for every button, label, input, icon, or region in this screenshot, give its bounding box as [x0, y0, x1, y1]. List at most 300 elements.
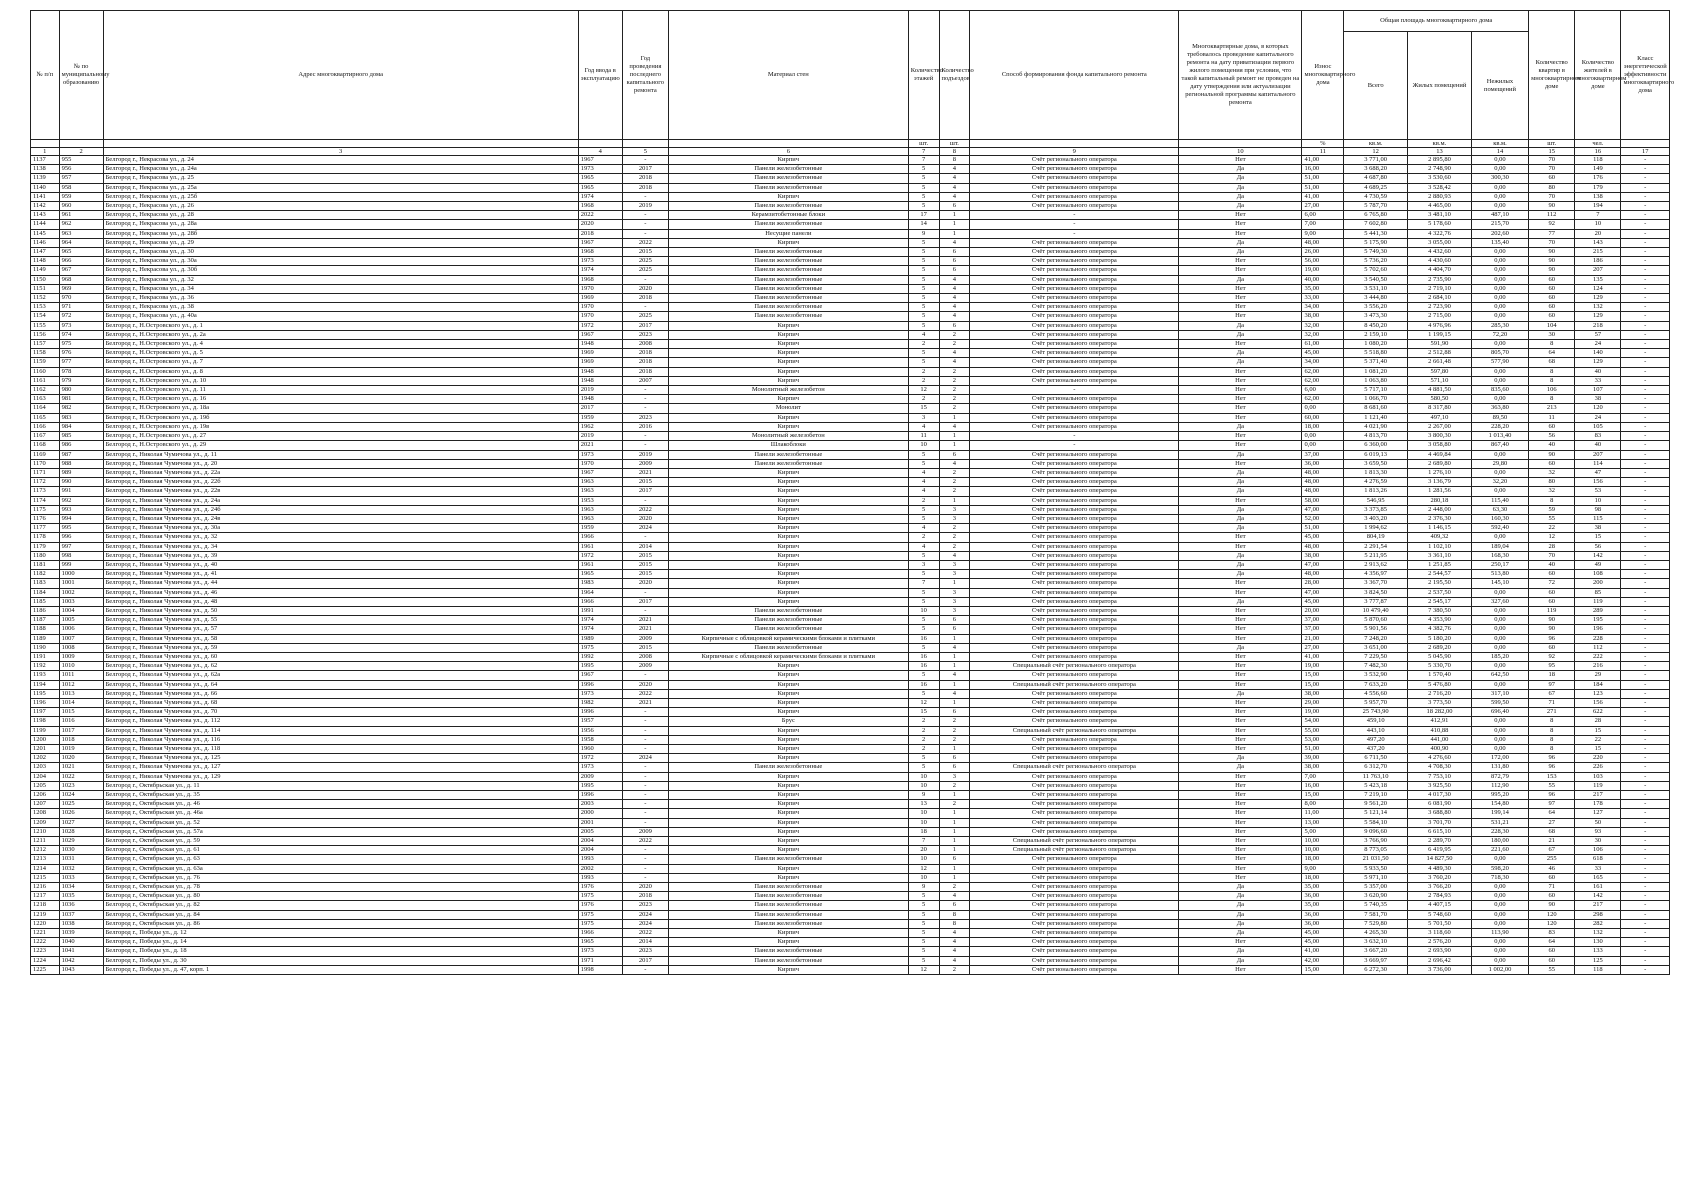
cell-area-nonliving: 0,00 — [1471, 257, 1528, 266]
table-row — [31, 266, 1670, 275]
cell-num: 1213 — [31, 855, 60, 864]
cell-wall-material: Панели железобетонные — [668, 763, 908, 772]
cell-area-total: 5 371,40 — [1344, 358, 1408, 367]
cell-year: 1960 — [578, 745, 622, 754]
cell-num: 1180 — [31, 551, 60, 560]
cell-wear: 13,00 — [1302, 818, 1344, 827]
cell-area-total: 5 702,60 — [1344, 266, 1408, 275]
cell-area-nonliving: 0,00 — [1471, 165, 1528, 174]
cell-entrances: 1 — [939, 827, 970, 836]
cell-munnum: 991 — [59, 487, 103, 496]
cell-wear: 48,00 — [1302, 570, 1344, 579]
cell-address: Белгород г., Некрасова ул., д. 25 — [103, 174, 578, 183]
cell-area-total: 8 450,20 — [1344, 321, 1408, 330]
cell-address: Белгород г., Победы ул., д. 18 — [103, 947, 578, 956]
table-row — [31, 156, 1670, 165]
cell-wear: 36,00 — [1302, 910, 1344, 919]
cell-munnum: 961 — [59, 211, 103, 220]
cell-wear: 60,00 — [1302, 413, 1344, 422]
cell-flats: 22 — [1529, 524, 1575, 533]
table-row — [31, 321, 1670, 330]
cell-fund-method: Счёт регионального оператора — [970, 496, 1179, 505]
cell-last-repair: - — [622, 726, 668, 735]
cell-area-living: 2 689,20 — [1408, 643, 1472, 652]
cell-year: 1969 — [578, 349, 622, 358]
cell-repair-needed: Да — [1179, 349, 1302, 358]
table-row — [31, 202, 1670, 211]
cell-wear: 35,00 — [1302, 883, 1344, 892]
cell-year: 1993 — [578, 873, 622, 882]
cell-wear: 19,00 — [1302, 708, 1344, 717]
cell-area-nonliving: 0,00 — [1471, 680, 1528, 689]
cell-floors: 5 — [908, 349, 939, 358]
cell-repair-needed: Нет — [1179, 662, 1302, 671]
cell-area-nonliving: 0,00 — [1471, 340, 1528, 349]
cell-energy-class: - — [1621, 938, 1670, 947]
cell-area-total: 3 824,50 — [1344, 588, 1408, 597]
cell-wall-material: Монолитный железобетон — [668, 432, 908, 441]
cell-fund-method: Счёт регионального оператора — [970, 616, 1179, 625]
cell-area-total: 11 763,10 — [1344, 772, 1408, 781]
cell-munnum: 1036 — [59, 901, 103, 910]
cell-num: 1218 — [31, 901, 60, 910]
cell-entrances: 1 — [939, 413, 970, 422]
cell-wear: 36,00 — [1302, 919, 1344, 928]
table-row — [31, 524, 1670, 533]
cell-flats: 90 — [1529, 202, 1575, 211]
cell-energy-class: - — [1621, 883, 1670, 892]
cell-last-repair: 2017 — [622, 487, 668, 496]
cell-fund-method: Счёт регионального оператора — [970, 560, 1179, 569]
cell-address: Белгород г., Николая Чумичова ул., д. 64 — [103, 680, 578, 689]
table-row — [31, 505, 1670, 514]
cell-floors: 5 — [908, 202, 939, 211]
cell-flats: 80 — [1529, 478, 1575, 487]
cell-fund-method: Счёт регионального оператора — [970, 625, 1179, 634]
table-row — [31, 643, 1670, 652]
cell-entrances: 1 — [939, 873, 970, 882]
cell-wear: 11,00 — [1302, 809, 1344, 818]
cell-area-living: 4 976,96 — [1408, 321, 1472, 330]
cell-energy-class: - — [1621, 919, 1670, 928]
cell-flats: 90 — [1529, 248, 1575, 257]
cell-munnum: 978 — [59, 367, 103, 376]
cell-residents: 33 — [1575, 376, 1621, 385]
cell-area-nonliving: 598,20 — [1471, 864, 1528, 873]
cell-fund-method: Счёт регионального оператора — [970, 156, 1179, 165]
cell-munnum: 1015 — [59, 708, 103, 717]
cell-last-repair: - — [622, 846, 668, 855]
cell-wall-material: Панели железобетонные — [668, 947, 908, 956]
cell-num: 1147 — [31, 248, 60, 257]
cell-area-living: 2 576,20 — [1408, 938, 1472, 947]
cell-energy-class: - — [1621, 432, 1670, 441]
cell-last-repair: - — [622, 432, 668, 441]
cell-repair-needed: Нет — [1179, 294, 1302, 303]
cell-entrances: 6 — [939, 616, 970, 625]
cell-fund-method: - — [970, 220, 1179, 229]
cell-wear: 45,00 — [1302, 929, 1344, 938]
cell-num: 1181 — [31, 560, 60, 569]
cell-num: 1205 — [31, 781, 60, 790]
cell-floors: 4 — [908, 468, 939, 477]
cell-repair-needed: Да — [1179, 910, 1302, 919]
cell-last-repair: - — [622, 855, 668, 864]
cell-repair-needed: Нет — [1179, 873, 1302, 882]
cell-munnum: 1041 — [59, 947, 103, 956]
cell-residents: 24 — [1575, 413, 1621, 422]
cell-energy-class: - — [1621, 422, 1670, 431]
cell-area-nonliving: 0,00 — [1471, 919, 1528, 928]
header-num: № п/п — [31, 11, 60, 140]
cell-repair-needed: Нет — [1179, 726, 1302, 735]
cell-wear: 61,00 — [1302, 340, 1344, 349]
cell-energy-class: - — [1621, 478, 1670, 487]
cell-last-repair: - — [622, 791, 668, 800]
cell-area-total: 5 971,10 — [1344, 873, 1408, 882]
cell-residents: 106 — [1575, 846, 1621, 855]
header-residents: Количество жителей в многоквартирном доме — [1575, 11, 1621, 140]
cell-munnum: 983 — [59, 413, 103, 422]
cell-area-living: 441,00 — [1408, 735, 1472, 744]
cell-area-total: 1 081,20 — [1344, 367, 1408, 376]
cell-repair-needed: Нет — [1179, 340, 1302, 349]
cell-year: 1953 — [578, 496, 622, 505]
cell-fund-method: Счёт регионального оператора — [970, 487, 1179, 496]
cell-residents: 119 — [1575, 781, 1621, 790]
cell-area-nonliving: 0,00 — [1471, 248, 1528, 257]
cell-last-repair: 2023 — [622, 947, 668, 956]
cell-fund-method: Счёт регионального оператора — [970, 938, 1179, 947]
cell-entrances: 4 — [939, 938, 970, 947]
cell-flats: 96 — [1529, 754, 1575, 763]
cell-flats: 77 — [1529, 229, 1575, 238]
cell-energy-class: - — [1621, 303, 1670, 312]
cell-munnum: 1043 — [59, 965, 103, 974]
table-row — [31, 947, 1670, 956]
cell-munnum: 1040 — [59, 938, 103, 947]
table-row — [31, 855, 1670, 864]
table-row — [31, 514, 1670, 523]
cell-fund-method: Счёт регионального оператора — [970, 864, 1179, 873]
cell-flats: 27 — [1529, 818, 1575, 827]
cell-munnum: 975 — [59, 340, 103, 349]
cell-flats: 8 — [1529, 745, 1575, 754]
cell-wear: 40,00 — [1302, 275, 1344, 284]
table-body — [31, 156, 1670, 975]
unit-cell: кв.м. — [1408, 140, 1472, 148]
cell-munnum: 1016 — [59, 717, 103, 726]
column-number-cell: 13 — [1408, 148, 1472, 156]
cell-flats: 71 — [1529, 698, 1575, 707]
cell-num: 1215 — [31, 873, 60, 882]
cell-wall-material: Кирпич — [668, 698, 908, 707]
cell-wall-material: Кирпич — [668, 929, 908, 938]
cell-repair-needed: Нет — [1179, 772, 1302, 781]
cell-fund-method: Счёт регионального оператора — [970, 349, 1179, 358]
cell-wall-material: Панели железобетонные — [668, 303, 908, 312]
cell-floors: 20 — [908, 846, 939, 855]
cell-wall-material: Кирпич — [668, 680, 908, 689]
cell-area-total: 497,20 — [1344, 735, 1408, 744]
cell-fund-method: Счёт регионального оператора — [970, 248, 1179, 257]
table-row — [31, 478, 1670, 487]
cell-munnum: 992 — [59, 496, 103, 505]
cell-flats: 67 — [1529, 846, 1575, 855]
cell-energy-class: - — [1621, 837, 1670, 846]
cell-residents: 115 — [1575, 514, 1621, 523]
cell-floors: 4 — [908, 422, 939, 431]
cell-floors: 11 — [908, 432, 939, 441]
cell-residents: 282 — [1575, 919, 1621, 928]
cell-last-repair: - — [622, 395, 668, 404]
cell-residents: 179 — [1575, 183, 1621, 192]
cell-address: Белгород г., Октябрьская ул., д. 57а — [103, 827, 578, 836]
cell-entrances: 1 — [939, 211, 970, 220]
cell-flats: 8 — [1529, 717, 1575, 726]
table-row — [31, 450, 1670, 459]
cell-floors: 5 — [908, 514, 939, 523]
cell-floors: 2 — [908, 395, 939, 404]
cell-residents: 123 — [1575, 689, 1621, 698]
cell-flats: 97 — [1529, 800, 1575, 809]
header-address: Адрес многоквартирного дома — [103, 11, 578, 140]
cell-flats: 68 — [1529, 827, 1575, 836]
cell-repair-needed: Да — [1179, 192, 1302, 201]
table-row — [31, 634, 1670, 643]
cell-floors: 5 — [908, 551, 939, 560]
cell-flats: 60 — [1529, 459, 1575, 468]
cell-area-total: 5 870,60 — [1344, 616, 1408, 625]
cell-energy-class: - — [1621, 800, 1670, 809]
cell-num: 1175 — [31, 505, 60, 514]
cell-residents: 98 — [1575, 505, 1621, 514]
cell-area-total: 7 229,50 — [1344, 652, 1408, 661]
cell-year: 1973 — [578, 165, 622, 174]
cell-last-repair: 2025 — [622, 257, 668, 266]
cell-area-nonliving: 131,80 — [1471, 763, 1528, 772]
cell-year: 1948 — [578, 367, 622, 376]
cell-flats: 92 — [1529, 220, 1575, 229]
cell-area-living: 3 688,80 — [1408, 809, 1472, 818]
cell-wear: 6,00 — [1302, 211, 1344, 220]
cell-fund-method: Счёт регионального оператора — [970, 192, 1179, 201]
cell-entrances: 2 — [939, 395, 970, 404]
cell-floors: 12 — [908, 864, 939, 873]
unit-cell — [1179, 140, 1302, 148]
cell-floors: 15 — [908, 708, 939, 717]
cell-repair-needed: Да — [1179, 330, 1302, 339]
cell-flats: 46 — [1529, 864, 1575, 873]
cell-wear: 47,00 — [1302, 505, 1344, 514]
cell-entrances: 2 — [939, 376, 970, 385]
cell-repair-needed: Да — [1179, 643, 1302, 652]
cell-fund-method: Счёт регионального оператора — [970, 754, 1179, 763]
cell-num: 1224 — [31, 956, 60, 965]
cell-area-nonliving: 0,00 — [1471, 202, 1528, 211]
cell-repair-needed: Нет — [1179, 303, 1302, 312]
cell-area-total: 804,19 — [1344, 533, 1408, 542]
cell-area-living: 3 766,20 — [1408, 883, 1472, 892]
cell-flats: 55 — [1529, 965, 1575, 974]
cell-area-nonliving: 0,00 — [1471, 634, 1528, 643]
cell-repair-needed: Да — [1179, 514, 1302, 523]
cell-area-nonliving: 0,00 — [1471, 947, 1528, 956]
cell-floors: 5 — [908, 947, 939, 956]
cell-address: Белгород г., Николая Чумичова ул., д. 59 — [103, 643, 578, 652]
cell-year: 1961 — [578, 542, 622, 551]
cell-area-living: 597,80 — [1408, 367, 1472, 376]
cell-flats: 70 — [1529, 156, 1575, 165]
cell-address: Белгород г., Н.Островского ул., д. 4 — [103, 340, 578, 349]
column-number-cell: 9 — [970, 148, 1179, 156]
cell-area-nonliving: 995,20 — [1471, 791, 1528, 800]
cell-entrances: 6 — [939, 248, 970, 257]
cell-flats: 11 — [1529, 413, 1575, 422]
unit-cell — [103, 140, 578, 148]
cell-flats: 64 — [1529, 349, 1575, 358]
cell-energy-class: - — [1621, 965, 1670, 974]
cell-floors: 14 — [908, 220, 939, 229]
cell-area-living: 2 735,90 — [1408, 275, 1472, 284]
cell-entrances: 2 — [939, 404, 970, 413]
table-row — [31, 818, 1670, 827]
cell-entrances: 4 — [939, 358, 970, 367]
cell-area-total: 6 019,13 — [1344, 450, 1408, 459]
cell-munnum: 985 — [59, 432, 103, 441]
cell-flats: 60 — [1529, 588, 1575, 597]
cell-wear: 39,00 — [1302, 754, 1344, 763]
header-area-total: Всего — [1344, 32, 1408, 140]
cell-last-repair: 2007 — [622, 376, 668, 385]
cell-num: 1194 — [31, 680, 60, 689]
cell-flats: 8 — [1529, 726, 1575, 735]
cell-residents: 217 — [1575, 791, 1621, 800]
cell-floors: 5 — [908, 450, 939, 459]
cell-area-total: 3 777,87 — [1344, 597, 1408, 606]
cell-floors: 9 — [908, 883, 939, 892]
cell-last-repair: 2017 — [622, 165, 668, 174]
table-row — [31, 468, 1670, 477]
cell-area-total: 5 441,30 — [1344, 229, 1408, 238]
cell-wear: 10,00 — [1302, 846, 1344, 855]
cell-energy-class: - — [1621, 211, 1670, 220]
cell-address: Белгород г., Некрасова ул., д. 34 — [103, 284, 578, 293]
cell-year: 1965 — [578, 938, 622, 947]
cell-num: 1184 — [31, 588, 60, 597]
cell-area-nonliving: 0,00 — [1471, 183, 1528, 192]
cell-wear: 55,00 — [1302, 726, 1344, 735]
cell-address: Белгород г., Некрасова ул., д. 32 — [103, 275, 578, 284]
cell-area-total: 2 913,62 — [1344, 560, 1408, 569]
cell-flats: 8 — [1529, 395, 1575, 404]
cell-address: Белгород г., Николая Чумичова ул., д. 60 — [103, 652, 578, 661]
cell-residents: 220 — [1575, 754, 1621, 763]
cell-floors: 5 — [908, 294, 939, 303]
cell-fund-method: Счёт регионального оператора — [970, 505, 1179, 514]
cell-floors: 5 — [908, 312, 939, 321]
cell-wall-material: Кирпич — [668, 376, 908, 385]
cell-energy-class: - — [1621, 404, 1670, 413]
cell-munnum: 1042 — [59, 956, 103, 965]
table-row — [31, 551, 1670, 560]
cell-repair-needed: Нет — [1179, 809, 1302, 818]
cell-num: 1223 — [31, 947, 60, 956]
cell-num: 1163 — [31, 395, 60, 404]
cell-energy-class: - — [1621, 892, 1670, 901]
cell-repair-needed: Да — [1179, 487, 1302, 496]
cell-floors: 10 — [908, 873, 939, 882]
unit-cell: шт. — [908, 140, 939, 148]
table-row — [31, 404, 1670, 413]
cell-munnum: 986 — [59, 441, 103, 450]
cell-residents: 125 — [1575, 956, 1621, 965]
cell-year: 1956 — [578, 726, 622, 735]
cell-fund-method: Счёт регионального оператора — [970, 570, 1179, 579]
cell-munnum: 957 — [59, 174, 103, 183]
cell-last-repair: - — [622, 818, 668, 827]
cell-residents: 38 — [1575, 524, 1621, 533]
column-number-cell: 11 — [1302, 148, 1344, 156]
cell-floors: 5 — [908, 238, 939, 247]
cell-repair-needed: Да — [1179, 238, 1302, 247]
cell-num: 1214 — [31, 864, 60, 873]
cell-year: 1983 — [578, 579, 622, 588]
cell-residents: 10 — [1575, 220, 1621, 229]
cell-area-total: 5 357,00 — [1344, 883, 1408, 892]
cell-wear: 38,00 — [1302, 551, 1344, 560]
cell-entrances: 1 — [939, 652, 970, 661]
cell-fund-method: Счёт регионального оператора — [970, 367, 1179, 376]
cell-address: Белгород г., Н.Островского ул., д. 29 — [103, 441, 578, 450]
cell-wall-material: Кирпич — [668, 689, 908, 698]
cell-area-total: 4 687,80 — [1344, 174, 1408, 183]
cell-year: 1965 — [578, 183, 622, 192]
cell-address: Белгород г., Николая Чумичова ул., д. 55 — [103, 616, 578, 625]
cell-floors: 2 — [908, 735, 939, 744]
cell-energy-class: - — [1621, 386, 1670, 395]
cell-year: 1975 — [578, 892, 622, 901]
cell-area-total: 3 766,90 — [1344, 837, 1408, 846]
cell-area-total: 5 957,70 — [1344, 698, 1408, 707]
cell-area-total: 5 736,20 — [1344, 257, 1408, 266]
cell-energy-class: - — [1621, 505, 1670, 514]
cell-munnum: 1025 — [59, 800, 103, 809]
cell-num: 1179 — [31, 542, 60, 551]
table-header — [31, 11, 1675, 156]
cell-munnum: 1000 — [59, 570, 103, 579]
cell-area-nonliving: 228,20 — [1471, 422, 1528, 431]
cell-wear: 0,00 — [1302, 441, 1344, 450]
cell-entrances: 6 — [939, 901, 970, 910]
cell-year: 1989 — [578, 634, 622, 643]
cell-flats: 60 — [1529, 643, 1575, 652]
cell-repair-needed: Нет — [1179, 745, 1302, 754]
cell-address: Белгород г., Некрасова ул., д. 29 — [103, 238, 578, 247]
cell-area-nonliving: 285,30 — [1471, 321, 1528, 330]
cell-fund-method: Счёт регионального оператора — [970, 643, 1179, 652]
cell-area-living: 3 773,50 — [1408, 698, 1472, 707]
cell-num: 1210 — [31, 827, 60, 836]
cell-floors: 5 — [908, 938, 939, 947]
cell-entrances: 4 — [939, 892, 970, 901]
cell-area-nonliving: 363,80 — [1471, 404, 1528, 413]
cell-repair-needed: Да — [1179, 689, 1302, 698]
cell-wall-material: Шлакоблоки — [668, 441, 908, 450]
cell-floors: 4 — [908, 487, 939, 496]
table-row — [31, 717, 1670, 726]
cell-area-living: 4 465,00 — [1408, 202, 1472, 211]
